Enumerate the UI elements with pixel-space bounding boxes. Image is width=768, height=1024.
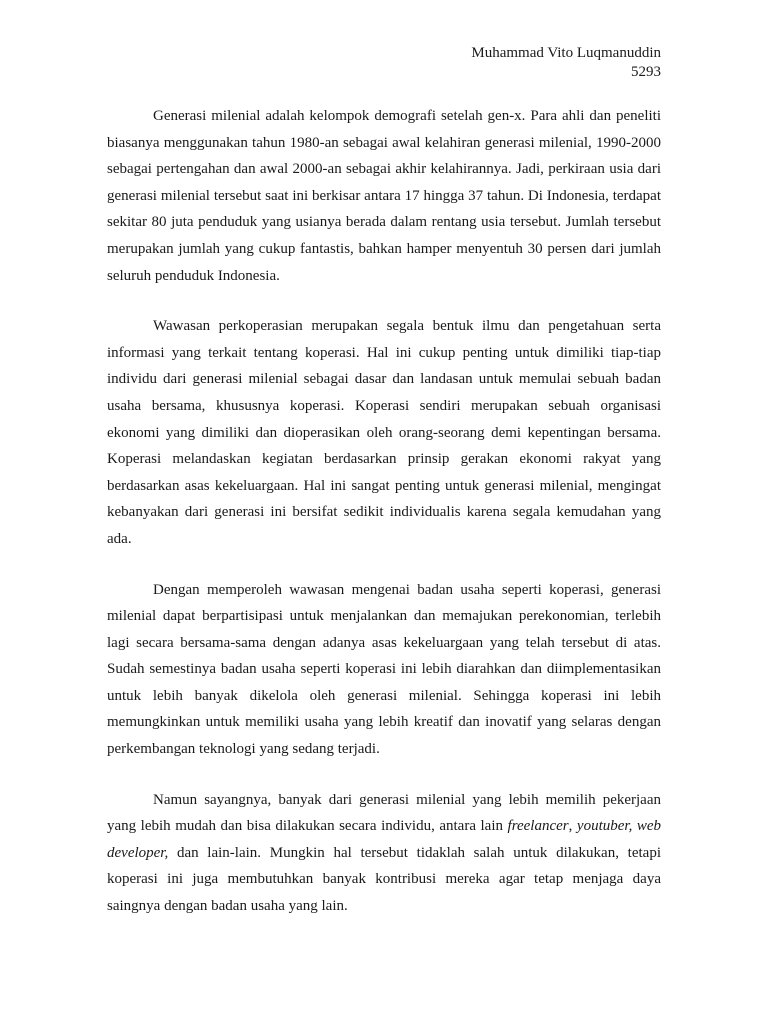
student-id: 5293 (631, 64, 661, 80)
author-name: Muhammad Vito Luqmanuddin (471, 45, 661, 61)
paragraph-4-separator: , (568, 818, 577, 835)
paragraph-2: Wawasan perkoperasian merupakan segala bentuk ilmu dan pengetahuan serta informasi yang terkait tentang koperasi. Hal ini cukup penting untuk dimiliki tiap-tiap individu dari generasi milenial sebagai dasar dan landasan untuk memulai sebuah badan usaha bersama, khususnya koperasi. Koperasi sendiri merupakan sebuah organisasi ekonomi yang dimiliki dan dioperasikan oleh orang-seorang demi kepentingan bersama. Koperasi melandaskan kegiatan berdasarkan prinsip gerakan ekonomi rakyat yang berdasarkan asas kekeluargaan. Hal ini sangat penting untuk generasi milenial, mengingat kebanyakan dari generasi ini bersifat sedikit individualis karena segala kemudahan yang ada. (107, 318, 661, 547)
paragraph-3: Dengan memperoleh wawasan mengenai badan usaha seperti koperasi, generasi milenial dapat berpartisipasi untuk menjalankan dan memajukan perekonomian, terlebih lagi secara bersama-sama dengan adanya asas kekeluargaan yang telah tersebut di atas. Sudah semestinya badan usaha seperti koperasi ini lebih diarahkan dan diimplementasikan untuk lebih banyak dikelola oleh generasi milenial. Sehingga koperasi ini lebih memungkinkan untuk memiliki usaha yang lebih kreatif dan inovatif yang selaras dengan perkembangan teknologi yang sedang terjadi. (107, 581, 661, 758)
paragraph-4-start: Namun sayangnya, banyak dari generasi milenial yang lebih memilih pekerjaan yang lebih mudah dan bisa dilakukan secara individu, antara lain (107, 791, 661, 835)
document-body (107, 103, 661, 944)
paragraph-4-end: dan lain-lain. Mungkin hal tersebut tidaklah salah untuk dilakukan, tetapi koperasi ini juga membutuhkan banyak kontribusi mereka agar tetap menjaga daya saingnya dengan badan usaha yang lain. (107, 844, 661, 915)
paragraph-4 (107, 787, 661, 920)
paragraph-1: Generasi milenial adalah kelompok demografi setelah gen-x. Para ahli dan peneliti biasanya menggunakan tahun 1980-an sebagai awal kelahiran generasi milenial, 1990-2000 sebagai pertengahan dan awal 2000-an sebagai akhir kelahirannya. Jadi, perkiraan usia dari generasi milenial tersebut saat ini berkisar antara 17 hingga 37 tahun. Di Indonesia, terdapat sekitar 80 juta penduduk yang usianya berada dalam rentang usia tersebut. Jumlah tersebut merupakan jumlah yang cukup fantastis, bahkan hamper menyentuh 30 persen dari jumlah seluruh penduduk Indonesia. (107, 108, 661, 284)
italic-term-freelancer: freelancer (507, 818, 569, 835)
page-header (471, 44, 661, 82)
italic-term-youtuber-web-developer: youtuber, web developer, (107, 818, 661, 861)
